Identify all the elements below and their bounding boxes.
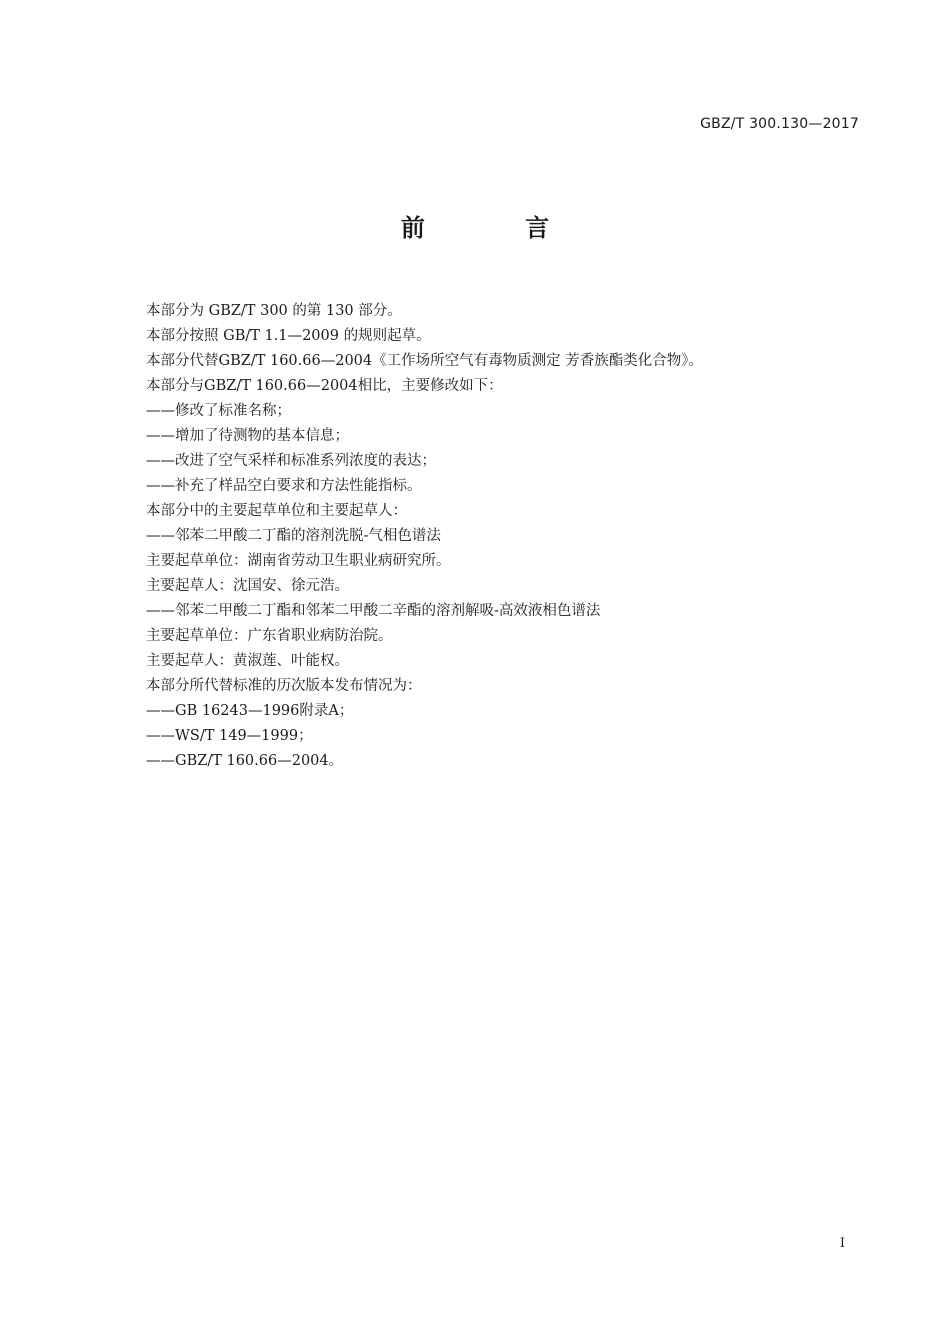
body-line: 本部分按照 GB/T 1.1—2009 的规则起草。	[146, 328, 431, 344]
body-line: 本部分所代替标准的历次版本发布情况为：	[146, 678, 422, 694]
body-line: ——补充了样品空白要求和方法性能指标。	[146, 478, 422, 494]
body-line: 本部分中的主要起草单位和主要起草人：	[146, 503, 407, 519]
body-line: 主要起草单位：湖南省劳动卫生职业病研究所。	[146, 553, 451, 569]
body-line: 本部分代替GBZ/T 160.66—2004《工作场所空气有毒物质测定 芳香族酯类化合物》。	[146, 353, 703, 369]
body-line: ——WS/T 149—1999；	[146, 728, 313, 744]
body-line: 本部分与GBZ/T 160.66—2004相比，主要修改如下：	[146, 378, 503, 394]
body-line: 本部分为 GBZ/T 300 的第 130 部分。	[146, 303, 402, 319]
body-line: ——GB 16243—1996附录A；	[146, 703, 354, 719]
body-line: ——GBZ/T 160.66—2004。	[146, 753, 344, 769]
body-line: ——改进了空气采样和标准系列浓度的表达；	[146, 453, 436, 469]
body-line: ——邻苯二甲酸二丁酯的溶剂洗脱-气相色谱法	[146, 528, 441, 544]
body-line: ——邻苯二甲酸二丁酯和邻苯二甲酸二辛酯的溶剂解吸-高效液相色谱法	[146, 603, 601, 619]
document-code: GBZ/T 300.130—2017	[700, 116, 859, 132]
body-line: 主要起草人：沈国安、徐元浩。	[146, 578, 349, 594]
body-line: 主要起草单位：广东省职业病防治院。	[146, 628, 393, 644]
body-line: ——修改了标准名称；	[146, 403, 291, 419]
preface-title: 前 言	[400, 214, 596, 242]
page-number: I	[839, 1236, 845, 1251]
preface-body	[146, 299, 846, 774]
body-line: ——增加了待测物的基本信息；	[146, 428, 349, 444]
body-line: 主要起草人：黄淑莲、叶能权。	[146, 653, 349, 669]
